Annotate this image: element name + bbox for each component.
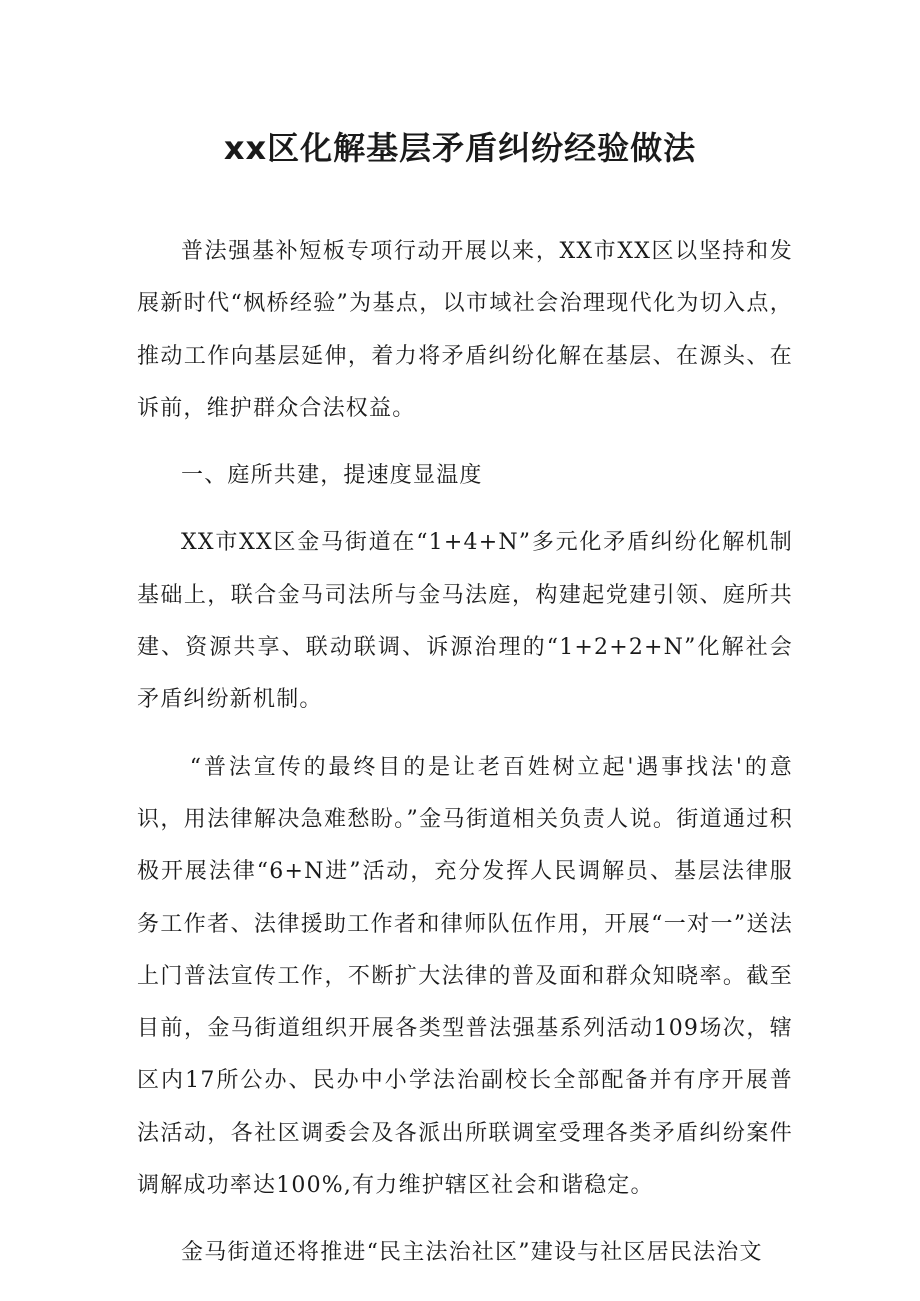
paragraph-intro: 普法强基补短板专项行动开展以来，XX市XX区以坚持和发展新时代“枫桥经验”为基点，以市域社会治理现代化为切入点，推动工作向基层延伸，着力将矛盾纠纷化解在基层、在源头、在诉前，维护群众合法权益。 bbox=[137, 239, 793, 421]
paragraph-mechanism: XX市XX区金马街道在“1+4+N”多元化矛盾纠纷化解机制基础上，联合金马司法所与金马法庭，构建起党建引领、庭所共建、资源共享、联动联调、诉源治理的“1+2+2+N”化解社会矛盾纠纷新机制。 bbox=[137, 530, 793, 713]
document-body bbox=[137, 226, 793, 1295]
paragraph-continued: 金马街道还将推进“民主法治社区”建设与社区居民法治文 bbox=[181, 1240, 763, 1266]
document-title: xx区化解基层矛盾纠纷经验做法 bbox=[223, 129, 697, 167]
section-heading-1: 一、庭所共建，提速度显温度 bbox=[181, 463, 483, 489]
paragraph-quote: “普法宣传的最终目的是让老百姓树立起'遇事找法'的意识，用法律解决急难愁盼。”金马街道相关负责人说。街道通过积极开展法律“6+N进”活动，充分发挥人民调解员、基层法律服务工作者、法律援助工作者和律师队伍作用，开展“一对一”送法上门普法宣传工作，不断扩大法律的普及面和群众知晓率。截至目前，金马街道组织开展各类型普法强基系列活动109场次，辖区内17所公办、民办中小学法治副校长全部配备并有序开展普法活动，各社区调委会及各派出所联调室受理各类矛盾纠纷案件调解成功率达100%,有力维护辖区社会和谐稳定。 bbox=[137, 754, 793, 1199]
